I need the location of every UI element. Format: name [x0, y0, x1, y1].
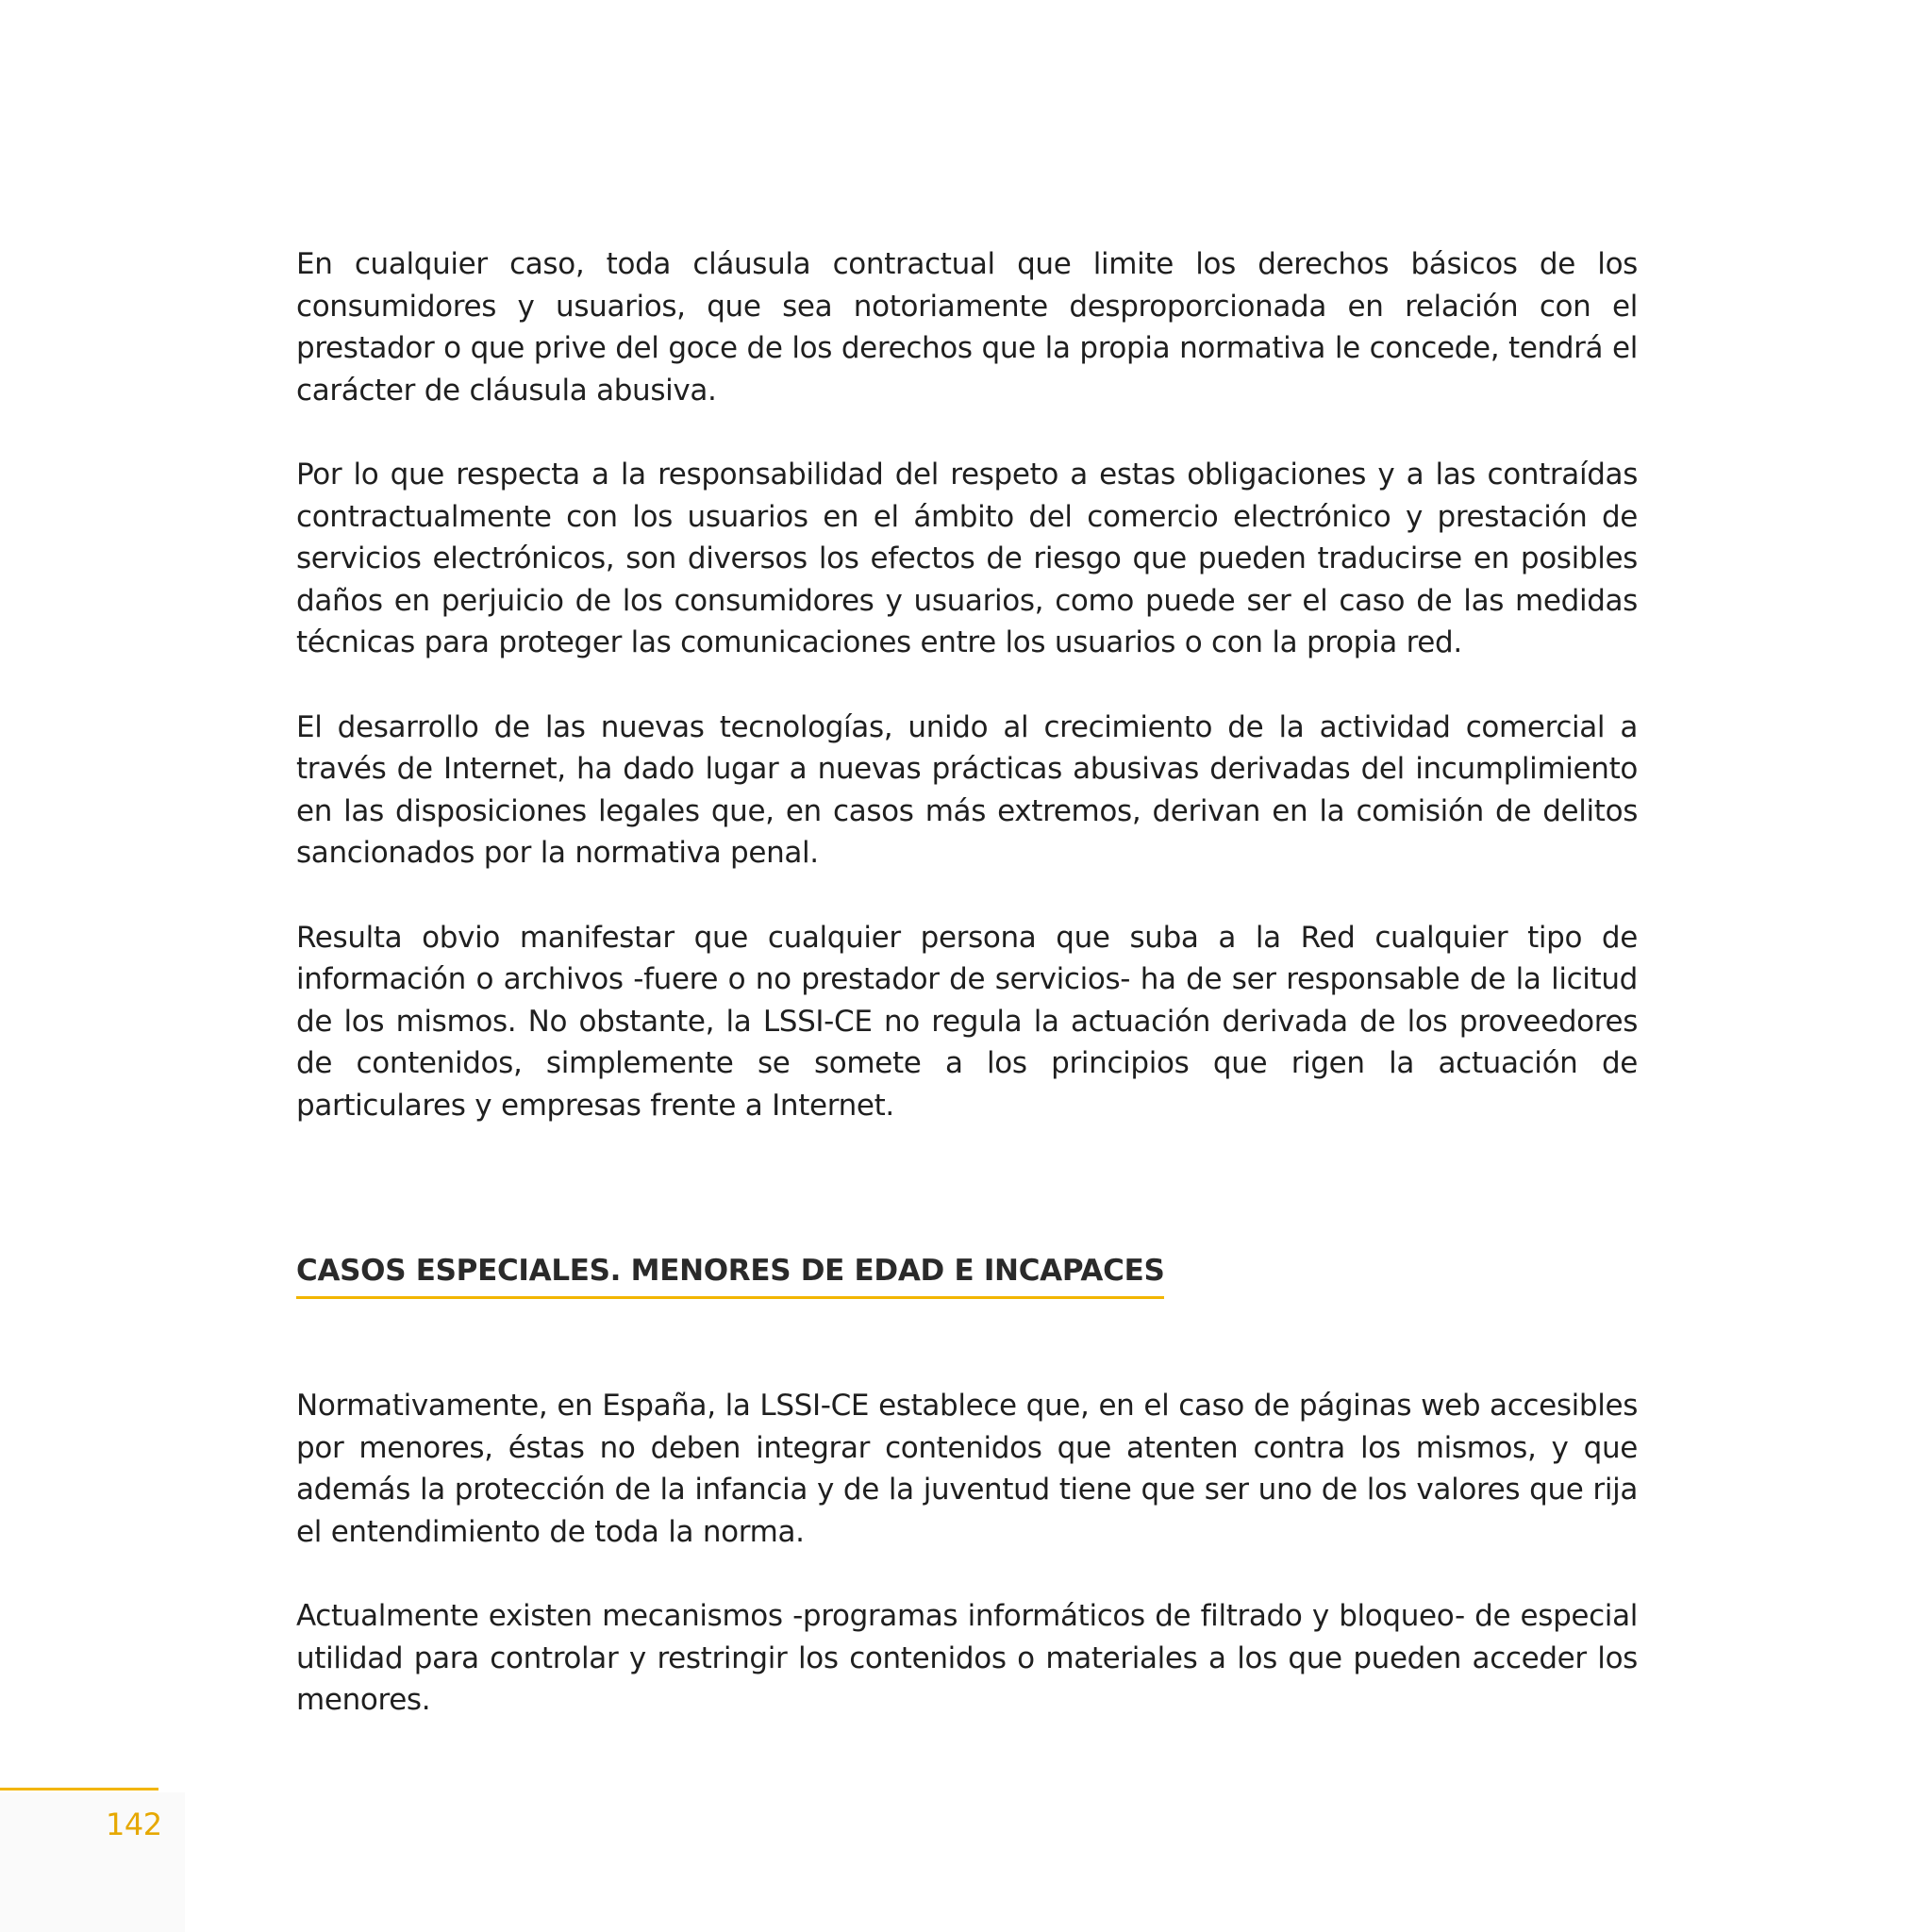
- paragraph-clausula-abusiva: En cualquier caso, toda cláusula contractual que limite los derechos básicos de los consumidores y usuarios, que sea notoriamente desproporcionada en relación con el prestador o que prive del goce de los derechos que la propia normativa le concede, tendrá el carácter de cláusula abusiva.: [296, 247, 1638, 408]
- page-number: 142: [106, 1807, 162, 1842]
- paragraph-responsabilidad: Por lo que respecta a la responsabilidad del respeto a estas obligaciones y a las contraídas contractualmente con los usuarios en el ámbito del comercio electrónico y prestación de servicios electrónicos, son diversos los efectos de riesgo que pueden traducirse en posibles daños en perjuicio de los consumidores y usuarios, como puede ser el caso de las medidas técnicas para proteger las comunicaciones entre los usuarios o con la propia red.: [296, 458, 1638, 659]
- main-content: [296, 243, 1638, 1722]
- paragraph-responsable-licitud: Resulta obvio manifestar que cualquier persona que suba a la Red cualquier tipo de información o archivos -fuere o no prestador de servicios- ha de ser responsable de la licitud de los mismos. No obstante, la LSSI-CE no regula la actuación derivada de los proveedores de contenidos, simplemente se somete a los principios que rigen la actuación de particulares y empresas frente a Internet.: [296, 920, 1638, 1123]
- page-number-rule: [0, 1788, 158, 1790]
- paragraph-normativamente: Normativamente, en España, la LSSI-CE establece que, en el caso de páginas web accesibles por menores, éstas no deben integrar contenidos que atenten contra los mismos, y que además la protección de la infancia y de la juventud tiene que ser uno de los valores que rija el entendimiento de toda la norma.: [296, 1389, 1638, 1549]
- paragraph-mecanismos: Actualmente existen mecanismos -programas informáticos de filtrado y bloqueo- de especial utilidad para controlar y restringir los contenidos o materiales a los que pueden acceder los menores.: [296, 1599, 1638, 1718]
- section-heading-wrapper: [296, 1228, 1164, 1323]
- paragraph-nuevas-tecnologias: El desarrollo de las nuevas tecnologías, unido al crecimiento de la actividad comercial a través de Internet, ha dado lugar a nuevas prácticas abusivas derivadas del incumplimiento en las disposiciones legales que, en casos más extremos, derivan en la comisión de delitos sancionados por la normativa penal.: [296, 709, 1638, 870]
- section-heading: CASOS ESPECIALES. MENORES DE EDAD E INCAPACES: [296, 1253, 1164, 1299]
